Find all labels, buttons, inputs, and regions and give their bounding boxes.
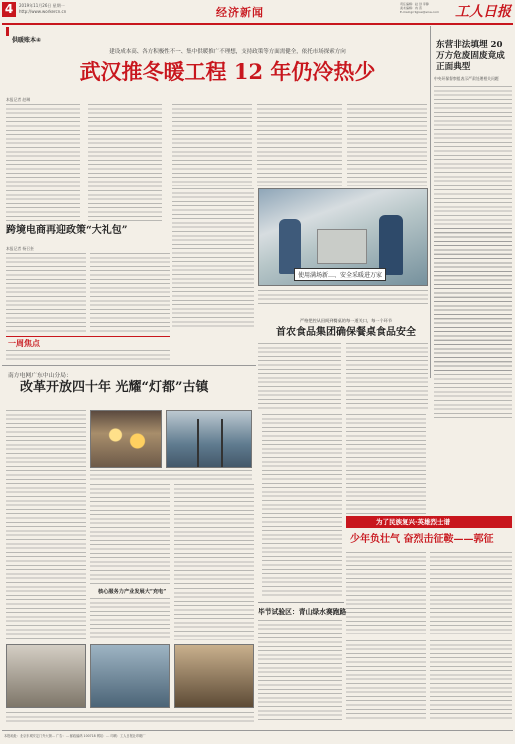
lead-col-1 — [6, 104, 80, 224]
lead-deck: 建设成本高、各方积极性不一、集中供暖推广不理想，支持政策等方面需健全，依托市场探索方向 — [109, 49, 346, 55]
left-headline: 跨境电商再迎政策“大礼包” — [6, 225, 128, 236]
right-column-rule — [430, 26, 431, 378]
page-number: 4 — [2, 2, 16, 17]
lead-byline: 本报记者 赵琳 — [6, 97, 30, 102]
feature-caption-lines — [90, 470, 252, 480]
editor-email: E-mail:grrbjjxw@sina.com — [400, 10, 440, 14]
feature-border-top — [2, 365, 256, 366]
lamp-shapes — [99, 419, 154, 459]
editor-info-2: 美术编辑：冉 晋 — [400, 6, 422, 10]
feature-photo-1 — [90, 410, 162, 468]
weekly-rule — [6, 336, 170, 337]
photo-banner: 使用满场新…、安全采暖进万家 — [294, 268, 386, 281]
food-headline: 首农食品集团确保餐桌食品安全 — [276, 327, 416, 338]
hero-banner-label: 为了民族复兴·英雄烈士谱 — [376, 518, 450, 526]
lead-col-4 — [257, 104, 342, 186]
footer-rule — [2, 730, 513, 731]
hero-col-3 — [346, 640, 426, 720]
lead-col-5 — [347, 104, 427, 186]
series-label: 供暖账本④ — [12, 37, 42, 44]
left-byline: 本报记者 杨召奎 — [6, 246, 34, 251]
date-line: 2019年11月26日 星期一 — [19, 3, 65, 8]
bottom-headline: 毕节试验区：青山绿水赛跑路 — [258, 608, 347, 616]
hero-banner — [346, 516, 512, 528]
feature-deck: 南方电网广东中山分局： — [8, 373, 72, 379]
bottom-col — [258, 620, 342, 720]
feature-col-2b — [90, 598, 170, 640]
left-col-2 — [90, 253, 170, 333]
lead-headline: 武汉推冬暖工程 12 年仍冷热少 — [79, 59, 376, 84]
section-title: 经济新闻 — [216, 6, 264, 19]
lead-col-mid — [172, 188, 254, 330]
editor-info: 责任编辑：赵 剑 李静 — [400, 2, 429, 6]
tower-shape — [197, 419, 223, 467]
worker-figure-2 — [379, 215, 403, 275]
feature-col-3 — [174, 484, 254, 584]
mid-lower-col-2 — [346, 414, 426, 514]
feature-col-1 — [6, 410, 86, 640]
lead-photo — [258, 188, 428, 286]
masthead-rule — [2, 23, 513, 25]
food-col-2 — [346, 343, 428, 409]
feature-photo-4 — [90, 644, 170, 708]
feature-photo-5 — [174, 644, 254, 708]
feature-photo-3 — [6, 644, 86, 708]
hero-col-1 — [346, 552, 426, 634]
right-col-lower — [434, 228, 512, 418]
hero-col-4 — [430, 640, 512, 720]
feature-headline: 改革开放四十年 光耀“灯都”古镇 — [20, 380, 209, 395]
hero-col-2 — [430, 552, 512, 634]
feature-sub1: 核心服务力产业发展大“充电” — [98, 589, 167, 595]
hero-headline: 少年负壮气 奋烈击征鞍——郭征 — [350, 534, 494, 545]
footer-text: 本报地址：北京东城安定门外大街… 广告：… 邮政编码 100718 网站：… 印刷：工人日报社印刷厂 — [4, 734, 146, 738]
lead-col-3 — [172, 104, 252, 186]
mid-lower-col-1 — [262, 414, 342, 598]
feature-photo-captions — [6, 712, 254, 722]
food-deck: 严格把控从田间到餐桌的每一道关口，每一个环节 — [299, 318, 393, 323]
feature-col-3b — [174, 588, 254, 640]
weekly-label: 一周焦点 — [8, 338, 40, 348]
right-headline: 东营非法填埋 20 万方危废固废竟成正面典型 — [436, 40, 505, 72]
feature-photo-2 — [166, 410, 252, 468]
worker-figure — [279, 219, 301, 274]
equipment — [317, 229, 367, 264]
bottom-story-rule — [258, 602, 344, 603]
weekly-col — [6, 350, 170, 360]
food-col-1 — [258, 343, 341, 409]
right-deck: 中央环保督察组表示严肃处理相关问题 — [434, 76, 499, 81]
series-label-box — [6, 27, 44, 44]
left-col-1 — [6, 253, 86, 333]
feature-col-2 — [90, 484, 170, 584]
lead-col-2 — [88, 104, 162, 224]
masthead — [0, 0, 515, 24]
lead-photo-caption-lines — [258, 290, 428, 304]
website[interactable]: http://www.workercn.cn — [19, 9, 67, 14]
paper-logo: 工人日报 — [455, 4, 511, 20]
